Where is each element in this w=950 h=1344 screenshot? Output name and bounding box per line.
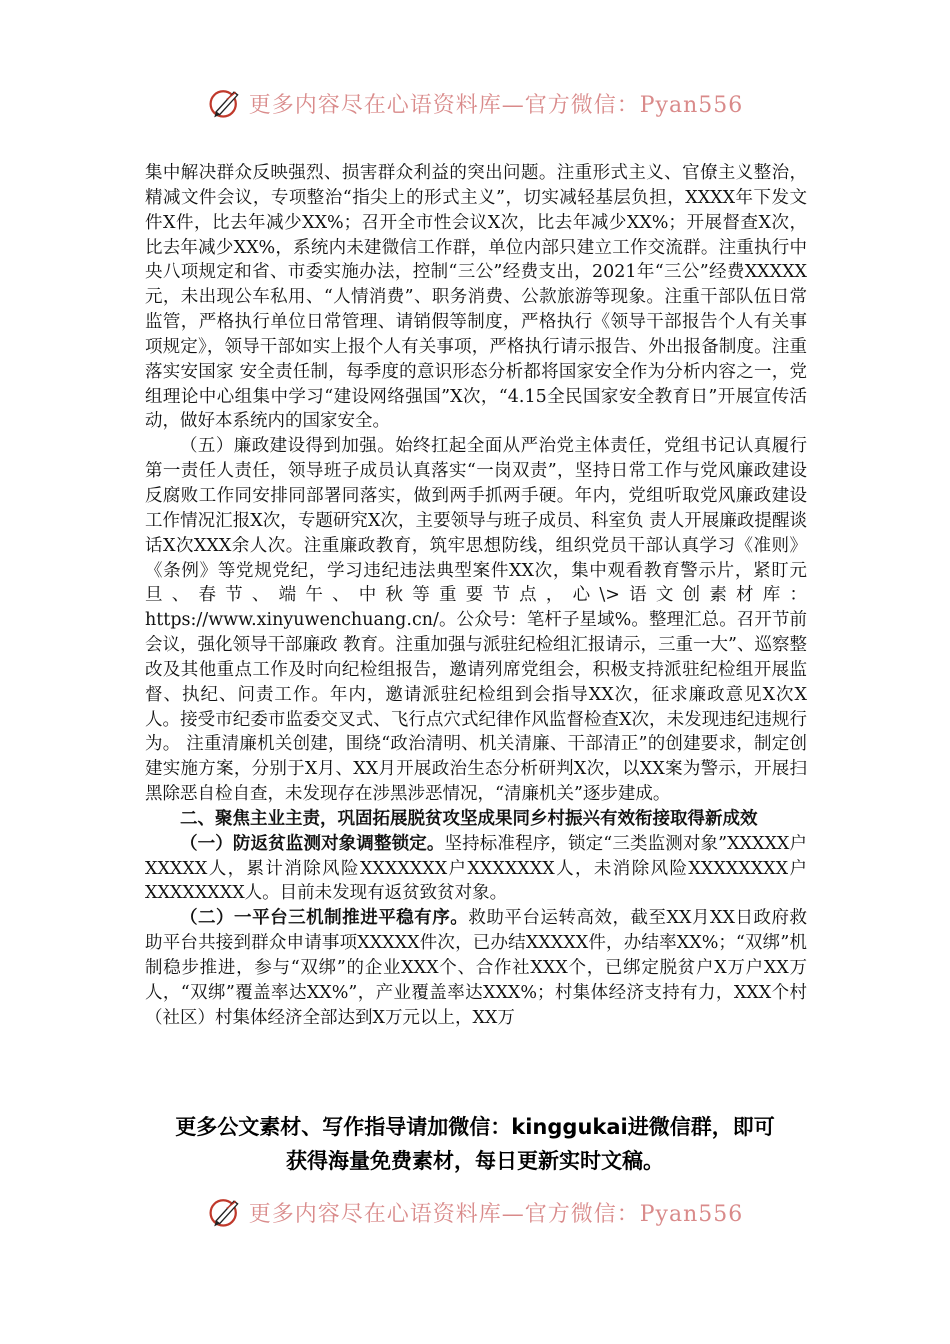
pen-logo-icon <box>207 85 243 121</box>
subsection-heading: （一）防返贫监测对象调整锁定。 <box>180 833 445 854</box>
subsection-heading: （二）一平台三机制推进平稳有序。 <box>180 908 469 929</box>
promo-line: 更多公文素材、写作指导请加微信：kinggukai进微信群，即可 <box>175 1115 775 1139</box>
header-banner <box>0 78 950 128</box>
promo-line: 获得海量免费素材，每日更新实时文稿。 <box>286 1149 664 1173</box>
paragraph <box>145 832 807 907</box>
banner-text: 更多内容尽在心语资料库—官方微信：Pyan556 <box>248 92 744 118</box>
banner-text: 更多内容尽在心语资料库—官方微信：Pyan556 <box>248 1201 744 1227</box>
paragraph-text: 救助平台运转高效，截至XX月XX日政府救助平台共接到群众申请事项XXXXX件次，已办结XXXXX件，办结率XX%；“双绑”机制稳步推进，参与“双绑”的企业XXX个、合作社XXX个，已绑定脱贫户X万户XX万人，“双绑”覆盖率达XX%”，产业覆盖率达XXX%；村集体经济支持有力，XXX个村（社区）村集体经济全部达到X万元以上，XX万 <box>145 908 807 1028</box>
paragraph-text: 坚持标准程序，锁定“三类监测对象”XXXXX户XXXXX人，累计消除风险XXXXXXX户XXXXXXX人，未消除风险XXXXXXXX户XXXXXXXX人。目前未发现有返贫致贫对象。 <box>145 833 808 904</box>
paragraph: （五）廉政建设得到加强。始终扛起全面从严治党主体责任，党组书记认真履行第一责任人责任，领导班子成员认真落实“一岗双责”，坚持日常工作与党风廉政建设反腐败工作同安排同部署同落实，做到两手抓两手硬。年内，党组听取党风廉政建设工作情况汇报X次，专题研究X次，主要领导与班子成员、科室负 责人开展廉政提醒谈话X次XXX余人次。注重廉政教育，筑牢思想防线，组织党员干部认真学习《准则》《条例》等党规党纪，学习违纪违法典型案件XX次，集中观看教育警示片，紧盯元旦、春节、端午、中秋等重要节点，心\>语文创素材库：https://www.xinyuwenchuang.cn/。公众号：笔杆子星域%。整理汇总。召开节前会议，强化领导干部廉政 教育。注重加强与派驻纪检组汇报请示，三重一大”、巡察整改及其他重点工作及时向纪检组报告，邀请列席党组会，积极支持派驻纪检组开展监督、执纪、问责工作。年内，邀请派驻纪检组到会指导XX次，征求廉政意见X次X人。接受市纪委市监委交叉式、飞行点穴式纪律作风监督检查X次，未发现违纪违规行为。 注重清廉机关创建，围绕“政治清明、机关清廉、干部清正”的创建要求，制定创建实施方案，分别于X月、XX月开展政治生态分析研判X次，以XX案为警示，开展扫黑除恶自检自查，未发现存在涉黑涉恶情况，“清廉机关”逐步建成。 <box>145 436 808 805</box>
paragraph <box>145 906 807 1030</box>
paragraph: 集中解决群众反映强烈、损害群众利益的突出问题。注重形式主义、官僚主义整治，精减文件会议，专项整治“指尖上的形式主义”，切实减轻基层负担，XXXX年下发文件X件，比去年减少XX%；召开全市性会议X次，比去年减少XX%；开展督查X次，比去年减少XX%，系统内未建微信工作群，单位内部只建立工作交流群。注重执行中央八项规定和省、市委实施办法，控制“三公”经费支出，2021年“三公”经费XXXXX元，未出现公车私用、“人情消费”、职务消费、公款旅游等现象。注重干部队伍日常监管，严格执行单位日常管理、请销假等制度，严格执行《领导干部报告个人有关事项规定》，领导干部如实上报个人有关事项，严格执行请示报告、外出报备制度。注重落实安国家 安全责任制，每季度的意识形态分析都将国家安全作为分析内容之一，党组理论中心组集中学习“建设网络强国”X次，“4.15全民国家安全教育日”开展宣传活动，做好本系统内的国家安全。 <box>145 163 807 432</box>
promo-notice <box>80 1110 870 1178</box>
section-heading: 二、聚焦主业主责，巩固拓展脱贫攻坚成果同乡村振兴有效衔接取得新成效 <box>180 808 758 829</box>
pen-logo-icon <box>207 1194 243 1230</box>
document-body <box>145 161 807 1031</box>
footer-banner <box>0 1187 950 1237</box>
